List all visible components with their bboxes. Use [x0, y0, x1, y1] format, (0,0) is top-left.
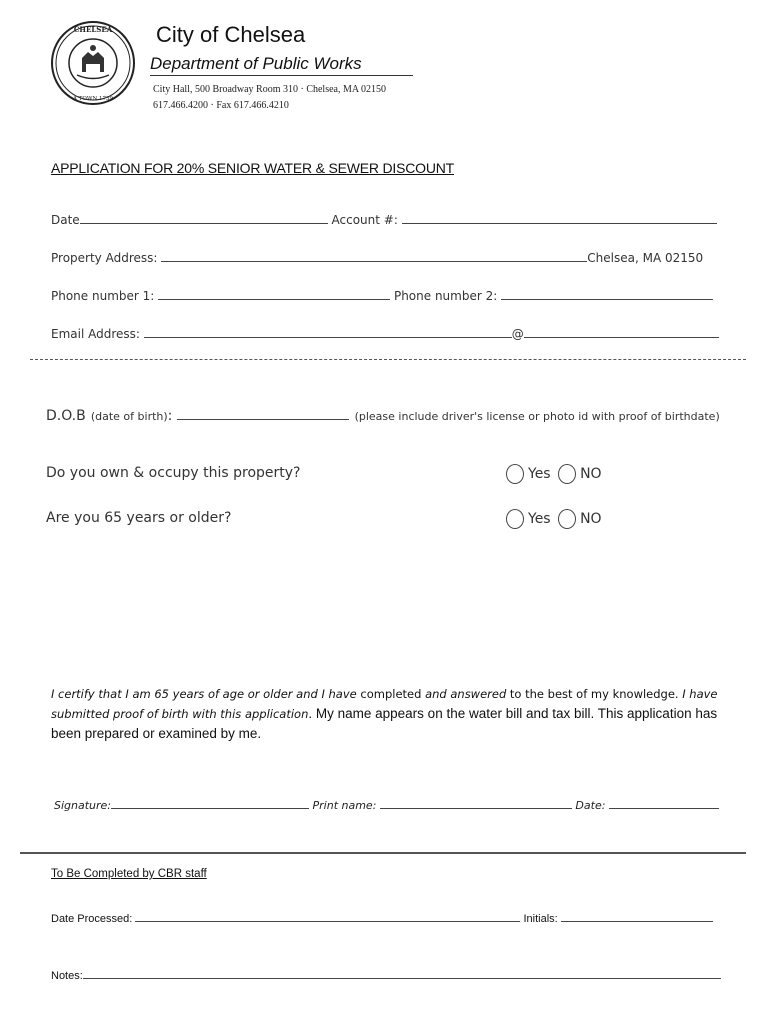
org-name: City of Chelsea: [156, 22, 306, 47]
age-yes-radio[interactable]: [506, 509, 524, 529]
cert-part4: to the best of my knowledge.: [506, 687, 683, 701]
dob-row: [46, 405, 720, 424]
dob-field[interactable]: [177, 408, 349, 420]
city-seal-logo: [50, 20, 136, 106]
phone2-field[interactable]: [501, 288, 713, 300]
dob-hint: (date of birth): [90, 410, 168, 423]
notes-row: [51, 967, 721, 982]
account-label: Account #:: [331, 213, 398, 227]
initials-label: Initials:: [523, 913, 558, 925]
date-processed-label: Date Processed:: [51, 913, 133, 925]
phone1-field[interactable]: [158, 288, 390, 300]
date-field[interactable]: [80, 212, 328, 224]
signature-row: [54, 797, 719, 812]
address-line: City Hall, 500 Broadway Room 310 · Chelsea, MA 02150: [153, 84, 387, 95]
account-field[interactable]: [402, 212, 717, 224]
print-name-label: Print name:: [312, 799, 377, 812]
phone-row: [51, 288, 713, 303]
department-name: Department of Public Works: [150, 54, 413, 76]
question-own-occupy: Do you own & occupy this property?: [46, 465, 301, 481]
email-user-field[interactable]: [144, 326, 512, 338]
staff-heading: To Be Completed by CBR staff: [51, 868, 207, 880]
no-label: NO: [580, 511, 602, 527]
sig-date-field[interactable]: [609, 797, 719, 809]
own-occupy-yes-radio[interactable]: [506, 464, 524, 484]
property-row: [51, 250, 703, 265]
age-no-radio[interactable]: [558, 509, 576, 529]
date-label: Date: [51, 213, 80, 227]
date-row: [51, 212, 717, 227]
cert-part6: . My name appears on the water bill and tax bill. This application has been prepared or examined by me.: [51, 706, 718, 741]
form-title: APPLICATION FOR 20% SENIOR WATER & SEWER DISCOUNT: [51, 160, 454, 176]
yes-label: Yes: [528, 466, 551, 482]
email-label: Email Address:: [51, 327, 140, 341]
phone2-label: Phone number 2:: [393, 289, 498, 303]
notes-label: Notes:: [51, 970, 83, 982]
dob-colon: :: [167, 408, 173, 424]
dashed-divider: [30, 359, 746, 360]
svg-text:CHELSEA: CHELSEA: [73, 25, 113, 34]
svg-text:A TOWN 1739: A TOWN 1739: [72, 96, 114, 102]
date-processed-row: [51, 910, 713, 925]
date-processed-field[interactable]: [135, 910, 520, 922]
no-label: NO: [580, 466, 602, 482]
question-age: Are you 65 years or older?: [46, 510, 232, 526]
property-label: Property Address:: [51, 251, 158, 265]
cert-part5: I have submitted proof of birth with this application: [51, 687, 718, 721]
email-at: @: [511, 327, 524, 341]
email-row: [51, 326, 719, 341]
print-name-field[interactable]: [380, 797, 572, 809]
age-options: [506, 509, 602, 529]
cert-part2: completed: [356, 687, 426, 701]
yes-label: Yes: [528, 511, 551, 527]
contact-line: 617.466.4200 · Fax 617.466.4210: [153, 100, 289, 111]
email-domain-field[interactable]: [524, 326, 719, 338]
own-occupy-no-radio[interactable]: [558, 464, 576, 484]
phone1-label: Phone number 1:: [51, 289, 155, 303]
signature-label: Signature:: [54, 799, 112, 812]
sig-date-label: Date:: [575, 799, 606, 812]
cert-part1: I certify that I am 65 years of age or older and I have: [51, 687, 357, 701]
cert-part3: and answered: [425, 687, 507, 701]
own-occupy-options: [506, 464, 602, 484]
dob-note: (please include driver's license or photo id with proof of birthdate): [354, 410, 720, 423]
property-suffix: Chelsea, MA 02150: [587, 251, 704, 265]
initials-field[interactable]: [561, 910, 713, 922]
signature-field[interactable]: [111, 797, 309, 809]
staff-divider: [20, 852, 746, 854]
property-field[interactable]: [161, 250, 587, 262]
notes-field[interactable]: [83, 967, 721, 979]
dob-label: D.O.B: [46, 408, 86, 424]
certification-statement: [51, 684, 731, 744]
